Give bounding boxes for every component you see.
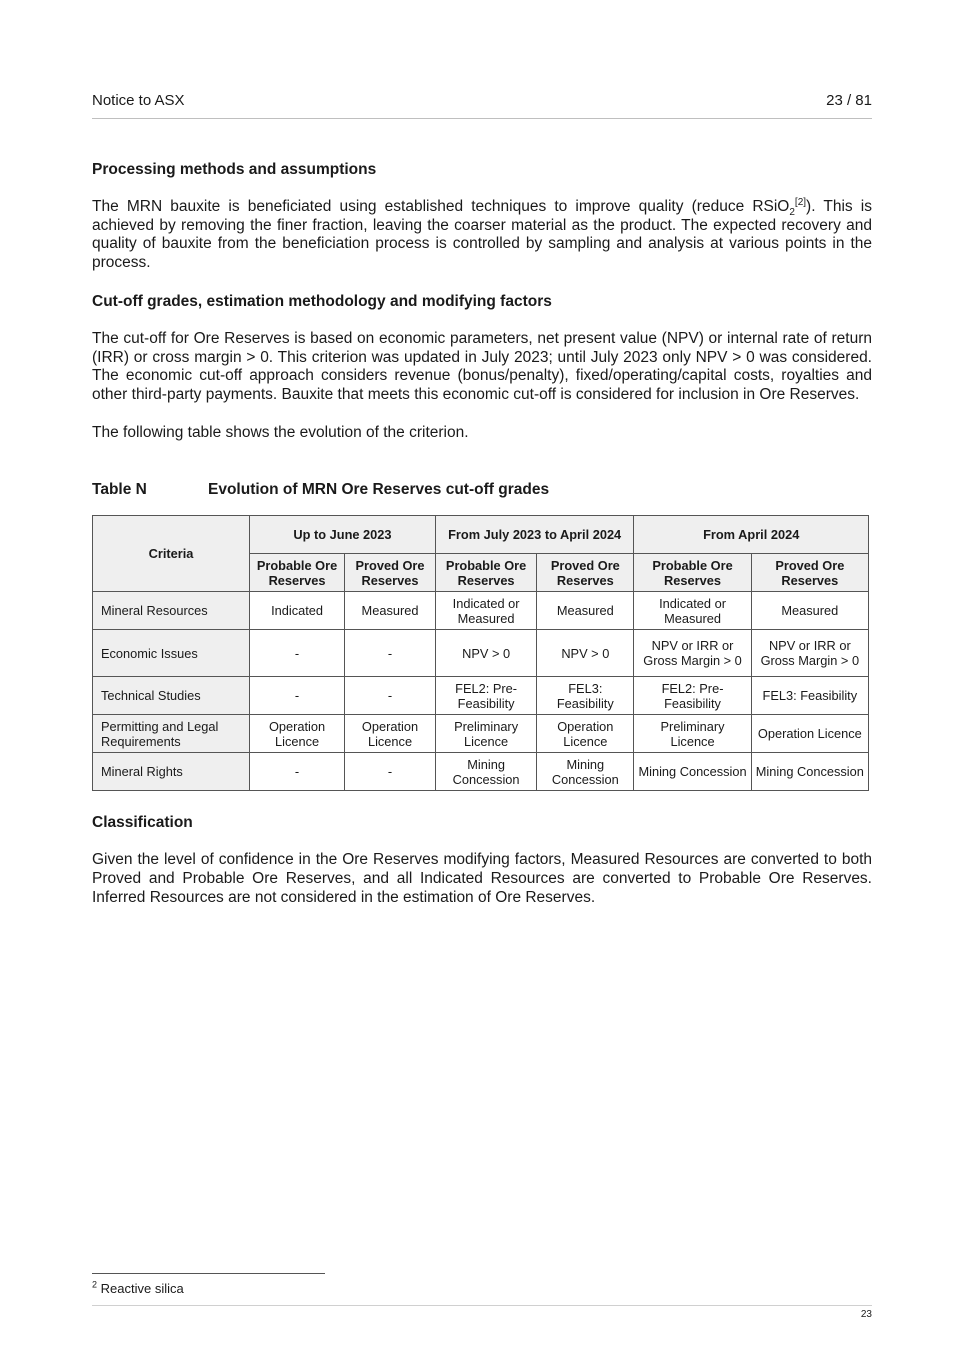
processing-heading: Processing methods and assumptions (92, 161, 377, 178)
group-header: From April 2024 (634, 516, 869, 554)
sub-header: Probable Ore Reserves (250, 554, 345, 592)
processing-text-b: ). This is achieved by removing the finer fraction, leaving the coarser material as the product. The expected recovery and quality of bauxite from the beneficiation process is controlled by sampling and analysis at various points in the process. (92, 198, 872, 272)
table-cell: Preliminary Licence (435, 715, 536, 753)
table-cell: - (345, 630, 436, 677)
subscript-2: 2 (789, 207, 795, 219)
sub-header: Proved Ore Reserves (751, 554, 868, 592)
header-title: Notice to ASX (92, 92, 185, 109)
table-cell: Preliminary Licence (634, 715, 751, 753)
table-cell: NPV > 0 (435, 630, 536, 677)
group-header: Up to June 2023 (250, 516, 436, 554)
table-cell: Operation Licence (250, 715, 345, 753)
table-cell: Measured (751, 592, 868, 630)
footnote (92, 1281, 184, 1296)
table-title: Evolution of MRN Ore Reserves cut-off grades (208, 481, 550, 499)
table-cell: - (250, 677, 345, 715)
page-header (92, 92, 872, 119)
footnote-ref[interactable]: [2] (794, 196, 807, 208)
row-label: Technical Studies (93, 677, 250, 715)
sub-header: Proved Ore Reserves (537, 554, 634, 592)
table-cell: - (250, 753, 345, 791)
table-cell: Mining Concession (634, 753, 751, 791)
table-cell: Operation Licence (537, 715, 634, 753)
table-cell: FEL2: Pre-Feasibility (435, 677, 536, 715)
row-label: Mineral Resources (93, 592, 250, 630)
table-row (93, 630, 869, 677)
criteria-header: Criteria (93, 516, 250, 592)
table-row (93, 753, 869, 791)
footer-divider (92, 1305, 872, 1306)
table-cell: Measured (345, 592, 436, 630)
sub-header: Probable Ore Reserves (435, 554, 536, 592)
table-cell: - (345, 677, 436, 715)
row-label: Economic Issues (93, 630, 250, 677)
table-caption (92, 480, 872, 500)
table-cell: - (345, 753, 436, 791)
table-row (93, 592, 869, 630)
footnote-divider (92, 1273, 325, 1274)
footnote-text: Reactive silica (100, 1281, 184, 1296)
table-row (93, 677, 869, 715)
row-label: Permitting and Legal Requirements (93, 715, 250, 753)
table-row (93, 715, 869, 753)
table-number: Table N (92, 481, 147, 499)
cutoff-paragraph-1: The cut-off for Ore Reserves is based on economic parameters, net present value (NPV) or internal rate of return (IRR) or cross margin > 0. This criterion was updated in July 2023; until July 2023 only NPV > 0 was considered. The economic cut-off approach considers revenue (bonus/penalty), fixed/operating/capital costs, royalties and other third-party payments. Bauxite that meets this economic cut-off is considered for inclusion in Ore Reserves. (92, 329, 872, 403)
table-cell: - (250, 630, 345, 677)
table-cell: Measured (537, 592, 634, 630)
classification-paragraph: Given the level of confidence in the Ore Reserves modifying factors, Measured Resources are converted to both Proved and Probable Ore Reserves, and all Indicated Resources are converted to Probable Ore Reserves. Inferred Resources are not considered in the estimation of Ore Reserves. (92, 851, 872, 906)
table-cell: Mining Concession (537, 753, 634, 791)
group-header: From July 2023 to April 2024 (435, 516, 633, 554)
classification-heading: Classification (92, 814, 193, 832)
sub-header: Probable Ore Reserves (634, 554, 751, 592)
table-cell: Operation Licence (345, 715, 436, 753)
footnote-mark: 2 (92, 1279, 98, 1290)
table-cell: Indicated (250, 592, 345, 630)
cutoff-heading: Cut-off grades, estimation methodology and modifying factors (92, 292, 552, 310)
table-cell: NPV > 0 (537, 630, 634, 677)
cutoff-paragraph-2: The following table shows the evolution of the criterion. (92, 423, 469, 441)
table-cell: Indicated or Measured (435, 592, 536, 630)
table-cell: FEL3: Feasibility (537, 677, 634, 715)
table-cell: Mining Concession (435, 753, 536, 791)
processing-paragraph (92, 198, 872, 273)
table-cell: Mining Concession (751, 753, 868, 791)
sub-header: Proved Ore Reserves (345, 554, 436, 592)
row-label: Mineral Rights (93, 753, 250, 791)
table-cell: NPV or IRR or Gross Margin > 0 (634, 630, 751, 677)
table-cell: Operation Licence (751, 715, 868, 753)
main-content (92, 160, 872, 926)
table-cell: FEL3: Feasibility (751, 677, 868, 715)
page-number: 23 (860, 1309, 872, 1320)
table-cell: Indicated or Measured (634, 592, 751, 630)
processing-text-a: The MRN bauxite is beneficiated using established techniques to improve quality (reduce RSiO (92, 198, 790, 215)
table-cell: FEL2: Pre-Feasibility (634, 677, 751, 715)
header-page-count: 23 / 81 (826, 92, 872, 109)
cutoff-grades-table (92, 515, 869, 791)
table-cell: NPV or IRR or Gross Margin > 0 (751, 630, 868, 677)
